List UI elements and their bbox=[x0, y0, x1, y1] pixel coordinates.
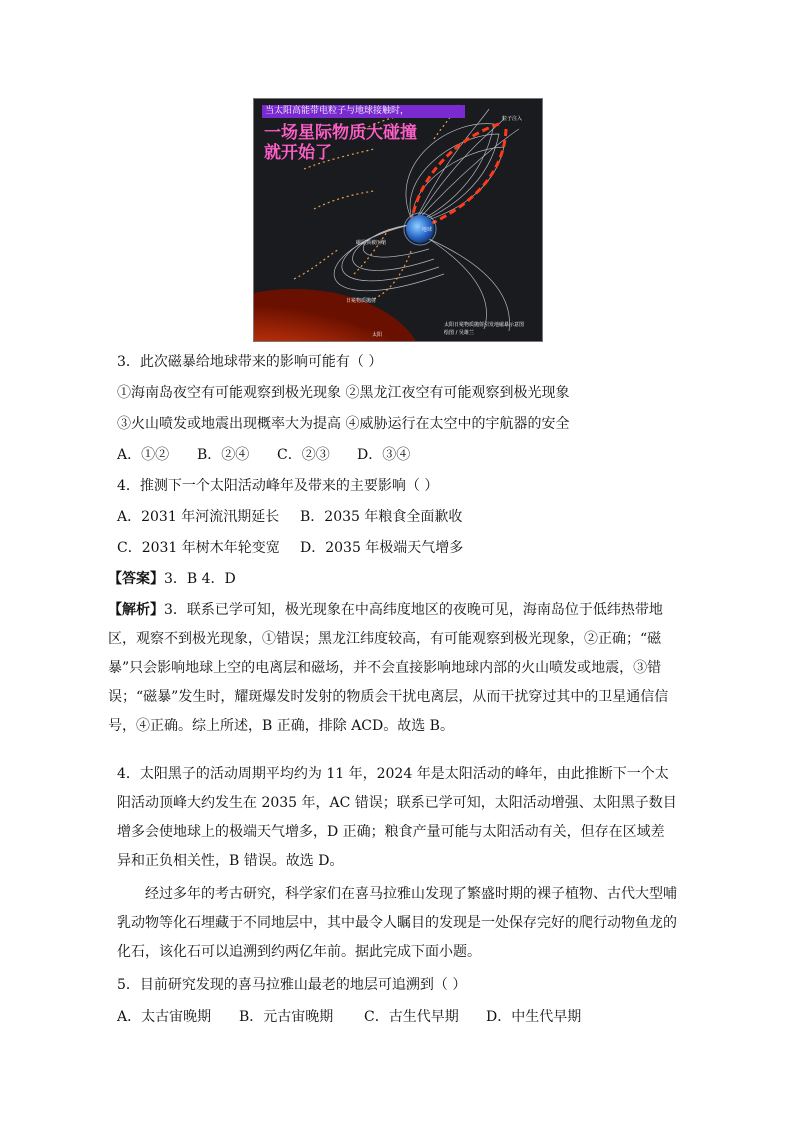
q4-options-row2 bbox=[117, 538, 463, 558]
figure-heading-line3: 就开始了 bbox=[264, 143, 332, 163]
label-magnetosphere: 磁层顶被压缩 bbox=[356, 240, 387, 246]
q5-options bbox=[117, 1007, 581, 1027]
q5-option-a: A．太古宙晚期 bbox=[117, 1009, 212, 1025]
q5-option-d: D．中生代早期 bbox=[486, 1009, 582, 1025]
label-particle-inject: 粒子注入 bbox=[502, 116, 523, 122]
q4-option-c: C．2031 年树木年轮变宽 bbox=[117, 540, 280, 556]
analysis-p4: 4．太阳黑子的活动周期平均约为 11 年，2024 年是太阳活动的峰年，由此推断下一个太阳活动顶峰大约发生在 2035 年，AC 错误；联系已学可知，太阳活动增强、太阳黑子数目增多会使地球上的极端天气增多，D 正确；粮食产量可能与太阳活动有关，但存在区域差异和正负相关性，B 错误。故选 D。 bbox=[117, 766, 677, 869]
label-solar-flare: 日冕物质抛射 bbox=[346, 298, 377, 304]
figure-caption: 太阳日冕物质抛射引发地磁暴示意图 bbox=[444, 322, 525, 328]
figure-heading-line2: 一场星际物质大碰撞 bbox=[264, 123, 417, 143]
q4-options-row1 bbox=[117, 507, 462, 527]
analysis-p3 bbox=[108, 596, 678, 741]
label-earth: 地球 bbox=[422, 227, 433, 233]
label-sun: 太阳 bbox=[372, 332, 383, 338]
solar-storm-figure bbox=[253, 98, 543, 342]
q3-stem: 3．此次磁暴给地球带来的影响可能有（ ） bbox=[117, 354, 383, 370]
analysis-label: 【解析】 bbox=[108, 602, 164, 618]
figure-credit: 绘图 / 吴雄兰 bbox=[444, 330, 474, 336]
figure-heading-line1: 当太阳高能带电粒子与地球接触时， bbox=[262, 105, 465, 118]
q3-line2: ③火山喷发或地震出现概率大为提高 ④威胁运行在太空中的宇航器的安全 bbox=[117, 416, 570, 432]
q3-option-b: B．②④ bbox=[197, 447, 250, 463]
q3-line1: ①海南岛夜空有可能观察到极光现象 ②黑龙江夜空有可能观察到极光现象 bbox=[117, 385, 570, 401]
q5-option-c: C．古生代早期 bbox=[364, 1009, 459, 1025]
q5-option-b: B．元古宙晚期 bbox=[239, 1009, 334, 1025]
figure-heading-main bbox=[264, 123, 424, 163]
q3-option-d: D．③④ bbox=[357, 447, 411, 463]
q4-option-d: D．2035 年极端天气增多 bbox=[300, 540, 464, 556]
analysis-p3-text: 3．联系已学可知，极光现象在中高纬度地区的夜晚可见，海南岛位于低纬热带地区，观察不到极光现象，①错误；黑龙江纬度较高，有可能观察到极光现象，②正确；“磁暴”只会影响地球上空的电离层和磁场，并不会直接影响地球内部的火山喷发或地震，③错误；“磁暴”发生时，耀斑爆发时发射的物质会干扰电离层，从而干扰穿过其中的卫星通信信号，④正确。综上所述，B 正确，排除 ACD。故选 B。 bbox=[108, 602, 669, 734]
q5-stem: 5．目前研究发现的喜马拉雅山最老的地层可追溯到（ ） bbox=[117, 977, 467, 993]
q3-options bbox=[117, 445, 410, 465]
q4-option-a: A．2031 年河流汛期延长 bbox=[117, 509, 280, 525]
q3-option-a: A．①② bbox=[117, 447, 170, 463]
answer-text: 3．B 4．D bbox=[164, 571, 236, 587]
q3-option-c: C．②③ bbox=[277, 447, 330, 463]
answer-label: 【答案】 bbox=[108, 571, 164, 587]
q4-stem: 4．推测下一个太阳活动峰年及带来的主要影响（ ） bbox=[117, 478, 439, 494]
q4-option-b: B．2035 年粮食全面歉收 bbox=[300, 509, 463, 525]
passage: 经过多年的考古研究，科学家们在喜马拉雅山发现了繁盛时期的裸子植物、古代大型哺乳动物等化石埋藏于不同地层中，其中最令人瞩目的发现是一处保存完好的爬行动物鱼龙的化石，该化石可以追溯到约两亿年前。据此完成下面小题。 bbox=[117, 886, 677, 960]
answer-line bbox=[108, 569, 236, 589]
